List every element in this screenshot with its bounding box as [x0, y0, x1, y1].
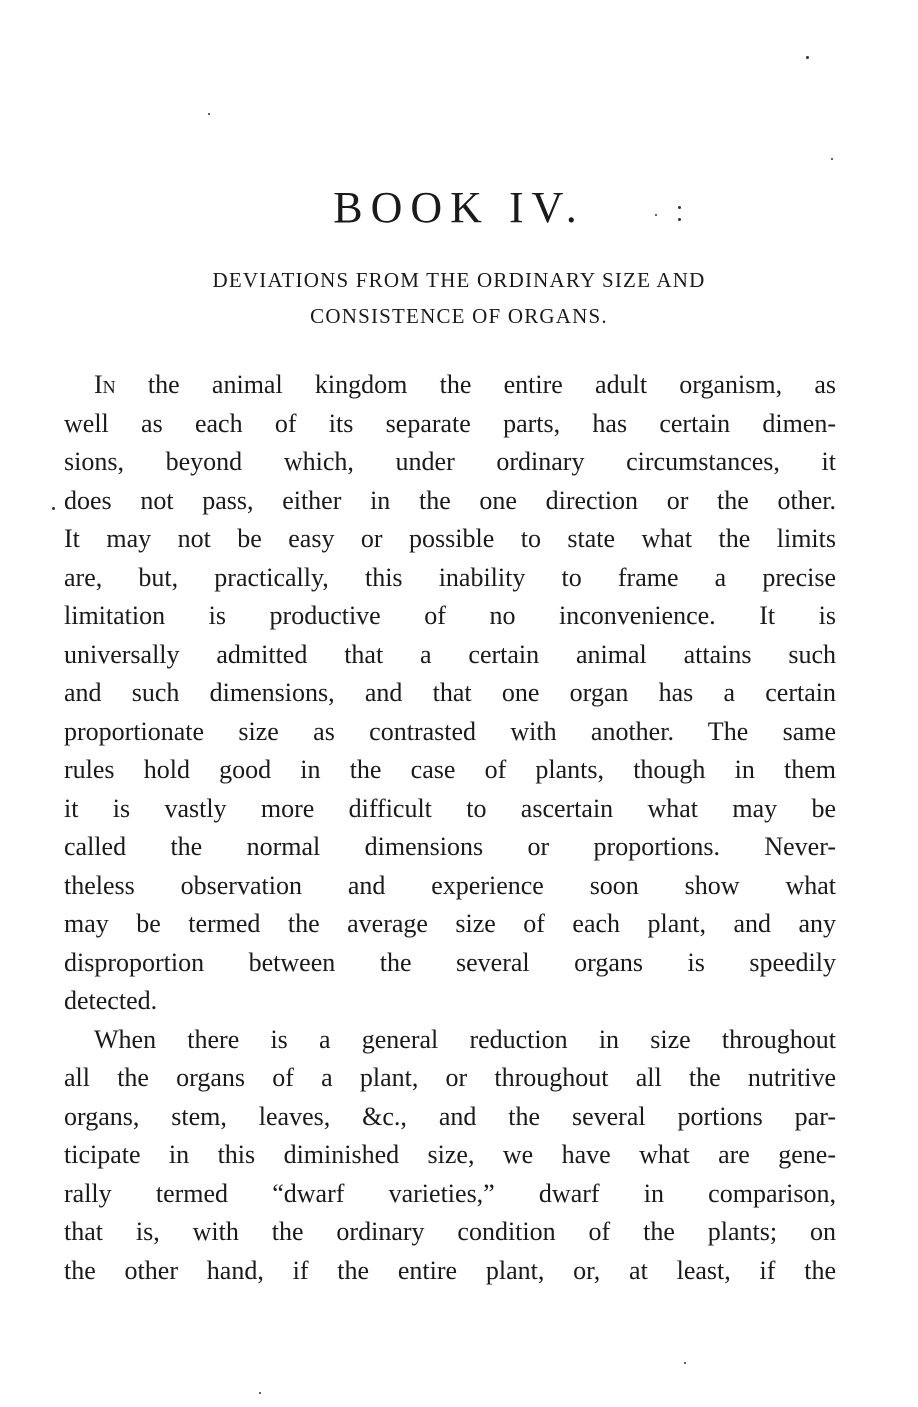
paragraph-1 [64, 366, 836, 1021]
text-line: rules hold good in the case of plants, though in them [64, 755, 836, 784]
print-speck [52, 507, 55, 510]
body-text [64, 366, 836, 1290]
text-line: When there is a general reduction in size throughout [94, 1024, 836, 1054]
text-line: proportionate size as contrasted with another. The same [64, 716, 836, 746]
text-line: and such dimensions, and that one organ has a certain [64, 678, 836, 707]
book-title: BOOK IV. [333, 183, 585, 232]
text-line: it is vastly more difficult to ascertain what may be [64, 793, 836, 823]
text-line: universally admitted that a certain animal attains such [64, 639, 836, 669]
text-line: organs, stem, leaves, &c., and the several portions par- [64, 1101, 836, 1131]
paragraph-2 [64, 1021, 836, 1291]
text-line: rally termed “dwarf varieties,” dwarf in comparison, [64, 1178, 836, 1208]
print-speck [684, 1362, 686, 1364]
text-line: well as each of its separate parts, has certain dimen- [64, 408, 836, 438]
print-speck [678, 206, 681, 209]
print-speck [208, 113, 210, 115]
text-line: are, but, practically, this inability to frame a precise [64, 562, 836, 592]
print-speck [806, 56, 809, 59]
text-line: limitation is productive of no inconvenience. It is [64, 601, 836, 630]
chapter-heading [100, 262, 818, 334]
text-line: detected. [64, 986, 158, 1015]
print-speck [655, 214, 657, 216]
text-line: the other hand, if the entire plant, or, at least, if the [64, 1255, 836, 1285]
print-speck [831, 158, 833, 160]
text-line: ticipate in this diminished size, we have what are gene- [64, 1140, 836, 1169]
text-line: theless observation and experience soon show what [64, 870, 836, 900]
text-line: all the organs of a plant, or throughout all the nutritive [64, 1063, 836, 1092]
text-line: does not pass, either in the one direction or the other. [64, 485, 836, 515]
text-line: called the normal dimensions or proportions. Never- [64, 832, 836, 861]
chapter-heading-line-1: DEVIATIONS FROM THE ORDINARY SIZE AND [212, 268, 706, 292]
text-line: It may not be easy or possible to state what the limits [64, 524, 836, 553]
text-line: disproportion between the several organs is speedily [64, 947, 836, 977]
text-line: sions, beyond which, under ordinary circumstances, it [64, 447, 836, 476]
print-speck [259, 1392, 261, 1394]
text-line: may be termed the average size of each plant, and any [64, 909, 836, 938]
print-speck [678, 218, 681, 221]
text-line: In the animal kingdom the entire adult organism, as [94, 370, 836, 399]
chapter-heading-line-2: CONSISTENCE OF ORGANS. [310, 304, 608, 328]
text-line: that is, with the ordinary condition of the plants; on [64, 1217, 836, 1246]
